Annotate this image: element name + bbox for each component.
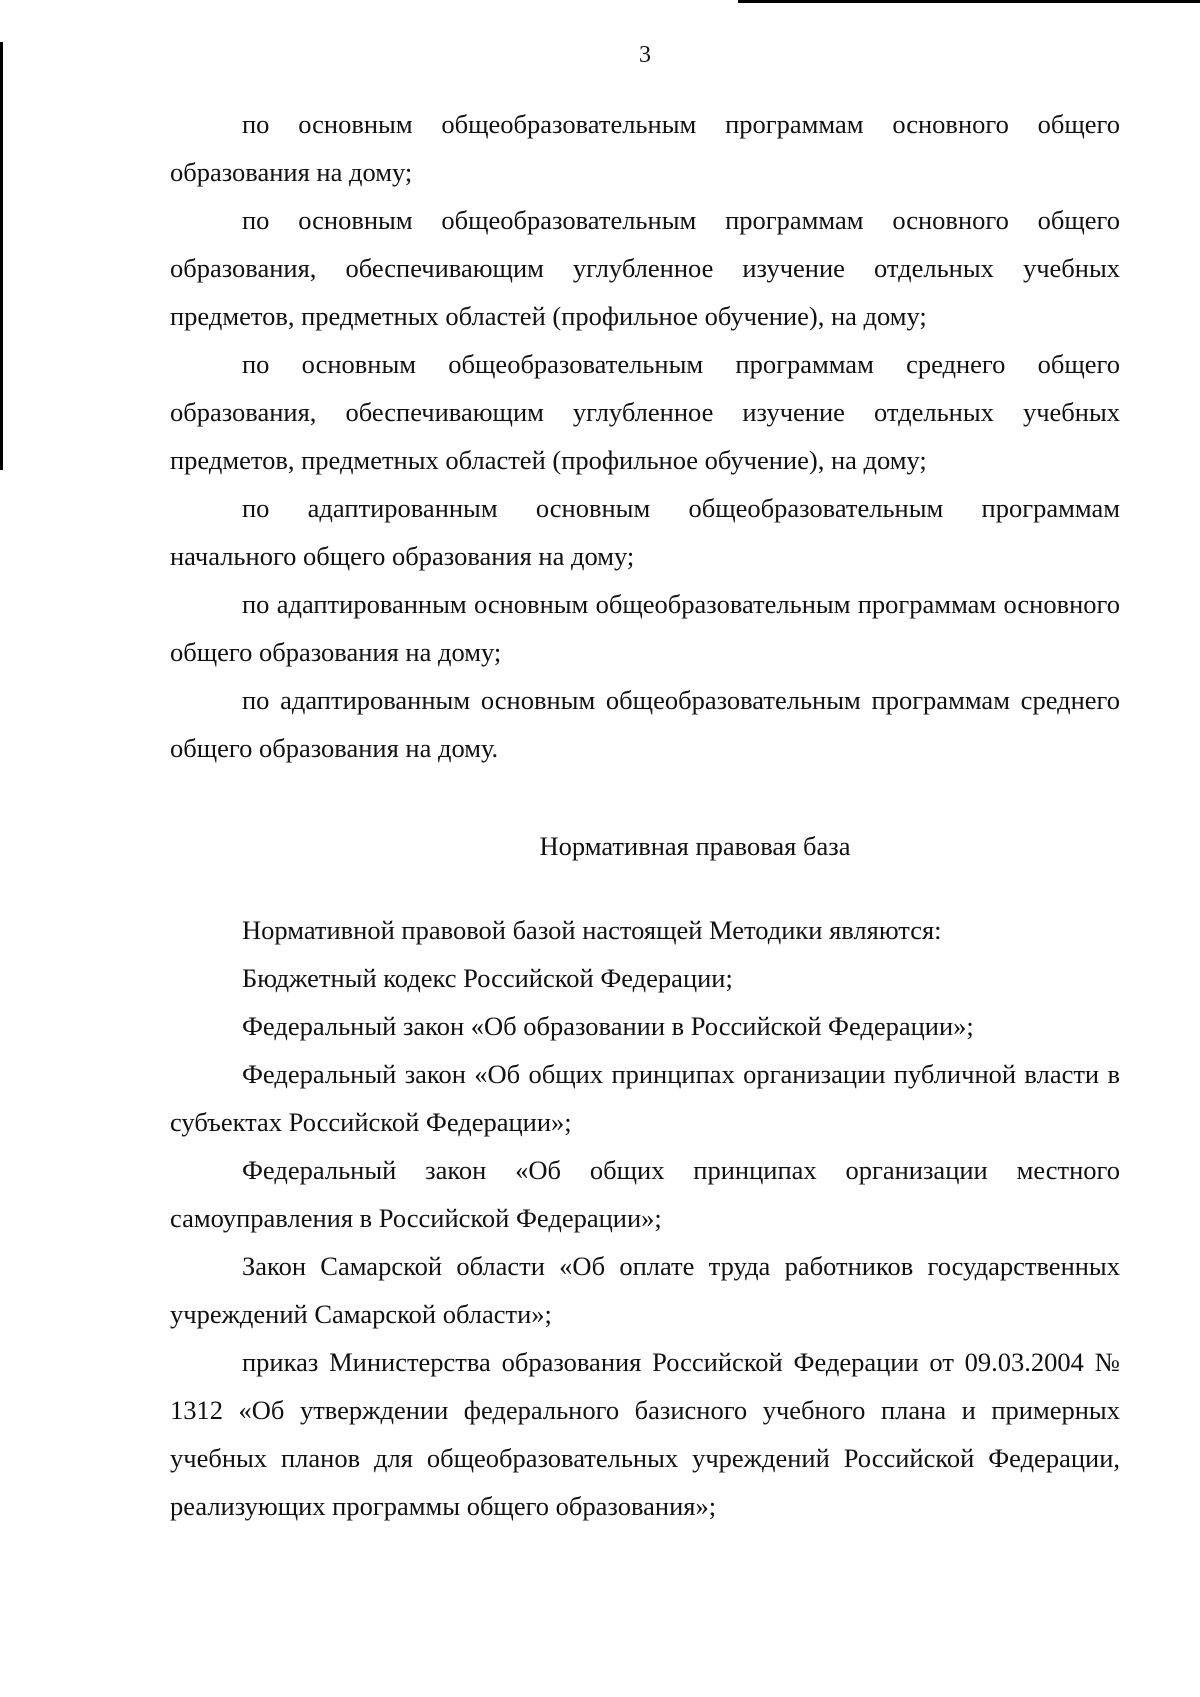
paragraph: Закон Самарской области «Об оплате труда работников государственных учреждений Самарской области»; [170, 1251, 1120, 1329]
section-heading-block [170, 822, 1120, 870]
paragraph: Бюджетный кодекс Российской Федерации; [242, 963, 733, 993]
section-heading: Нормативная правовая база [539, 831, 851, 861]
paragraph: по адаптированным основным общеобразовательным программам среднего общего образования на дому. [170, 685, 1120, 763]
page-number: 3 [639, 42, 651, 68]
paragraph: по адаптированным основным общеобразовательным программам начального общего образования на дому; [170, 493, 1120, 571]
paragraph: по адаптированным основным общеобразовательным программам основного общего образования на дому; [170, 589, 1120, 667]
body-text-top [170, 100, 1120, 772]
paragraph: Федеральный закон «Об образовании в Российской Федерации»; [242, 1011, 974, 1041]
paragraph: приказ Министерства образования Российской Федерации от 09.03.2004 № 1312 «Об утверждении федерального базисного учебного плана и примерных учебных планов для общеобразовательных учреждений Российской Федерации, реализующих программы общего образования»; [170, 1347, 1120, 1521]
body-text-bottom [170, 906, 1120, 1530]
paragraph: по основным общеобразовательным программам основного общего образования на дому; [170, 109, 1120, 187]
paragraph: Федеральный закон «Об общих принципах организации публичной власти в субъектах Российской Федерации»; [170, 1059, 1120, 1137]
paragraph: по основным общеобразовательным программам среднего общего образования, обеспечивающим углубленное изучение отдельных учебных предметов, предметных областей (профильное обучение), на дому; [170, 349, 1120, 475]
left-margin-rule [0, 42, 3, 470]
paragraph: по основным общеобразовательным программам основного общего образования, обеспечивающим углубленное изучение отдельных учебных предметов, предметных областей (профильное обучение), на дому; [170, 205, 1120, 331]
paragraph: Федеральный закон «Об общих принципах организации местного самоуправления в Российской Федерации»; [170, 1155, 1120, 1233]
paragraph: Нормативной правовой базой настоящей Методики являются: [242, 915, 942, 945]
top-edge-rule [738, 0, 1200, 3]
